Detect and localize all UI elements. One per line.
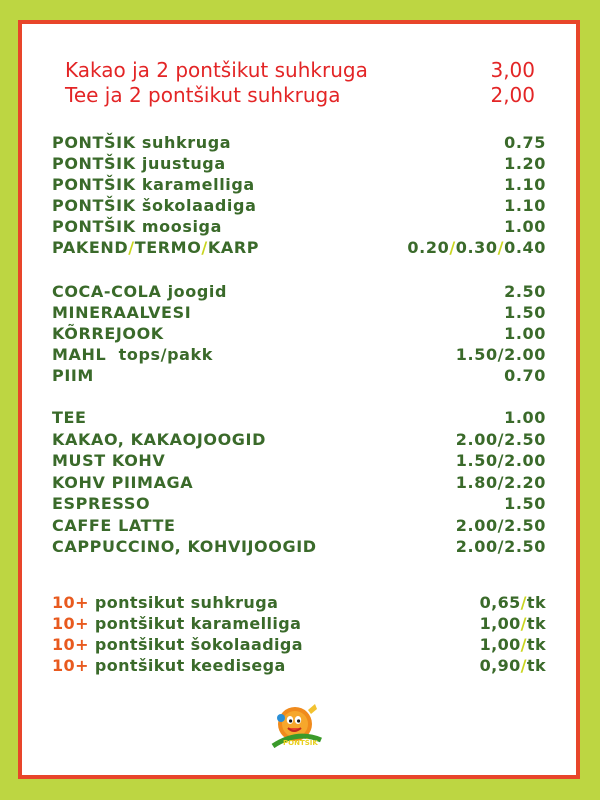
item-price: 1.00 xyxy=(504,323,546,343)
menu-item xyxy=(52,195,546,215)
item-label: TEE xyxy=(52,407,87,427)
menu-item xyxy=(52,472,546,492)
item-price: 1.10 xyxy=(504,174,546,194)
menu-item xyxy=(52,302,546,322)
bulk-offer xyxy=(52,634,546,654)
item-label: CAPPUCCINO, KOHVIJOOGID xyxy=(52,536,317,556)
item-price: 1.00 xyxy=(504,407,546,427)
packaging-label: PAKEND/TERMO/KARP xyxy=(52,237,260,257)
bulk-price: 0,90/tk xyxy=(479,655,546,675)
item-price: 2.00/2.50 xyxy=(455,536,546,556)
bulk-label: 10+ pontšikut karamelliga xyxy=(52,613,302,633)
item-label: MINERAALVESI xyxy=(52,302,192,322)
item-price: 2.00/2.50 xyxy=(455,515,546,535)
item-label: KOHV PIIMAGA xyxy=(52,472,194,492)
menu-item xyxy=(52,365,546,385)
bulk-offer xyxy=(52,655,546,675)
bulk-price: 1,00/tk xyxy=(479,613,546,633)
donut-mascot-logo xyxy=(271,700,323,748)
item-price: 1.80/2.20 xyxy=(455,472,546,492)
promo-label: Kakao ja 2 pontšikut suhkruga xyxy=(65,58,368,82)
item-price: 1.20 xyxy=(504,153,546,173)
promo-row xyxy=(65,83,535,107)
menu-item xyxy=(52,323,546,343)
menu-item xyxy=(52,515,546,535)
promo-price: 3,00 xyxy=(490,58,535,82)
menu-item xyxy=(52,407,546,427)
bulk-price: 0,65/tk xyxy=(479,592,546,612)
promo-price: 2,00 xyxy=(490,83,535,107)
item-price: 1.50 xyxy=(504,302,546,322)
bulk-label: 10+ pontsikut suhkruga xyxy=(52,592,279,612)
item-price: 2.00/2.50 xyxy=(455,429,546,449)
item-price: 0.70 xyxy=(504,365,546,385)
promo-label: Tee ja 2 pontšikut suhkruga xyxy=(65,83,341,107)
menu-item xyxy=(52,344,546,364)
item-label: PONTŠIK juustuga xyxy=(52,153,226,173)
menu-item xyxy=(52,132,546,152)
item-label: KÕRREJOOK xyxy=(52,323,164,343)
item-label: KAKAO, KAKAOJOOGID xyxy=(52,429,266,449)
bulk-label: 10+ pontšikut keedisega xyxy=(52,655,286,675)
menu-item xyxy=(52,429,546,449)
logo-text: PONTŠIK xyxy=(283,739,318,747)
item-label: PIIM xyxy=(52,365,94,385)
item-label: PONTŠIK šokolaadiga xyxy=(52,195,257,215)
item-price: 1.00 xyxy=(504,216,546,236)
bulk-price: 1,00/tk xyxy=(479,634,546,654)
item-price: 1.10 xyxy=(504,195,546,215)
bulk-offer xyxy=(52,592,546,612)
menu-item xyxy=(52,536,546,556)
item-price: 2.50 xyxy=(504,281,546,301)
menu-item xyxy=(52,281,546,301)
menu-item-packaging xyxy=(52,237,546,257)
promo-row xyxy=(65,58,535,82)
item-label: CAFFE LATTE xyxy=(52,515,176,535)
item-label: COCA-COLA joogid xyxy=(52,281,228,301)
menu-item xyxy=(52,216,546,236)
menu-item xyxy=(52,450,546,470)
bulk-offer xyxy=(52,613,546,633)
item-label: MAHL tops/pakk xyxy=(52,344,214,364)
menu-item xyxy=(52,493,546,513)
bulk-label: 10+ pontšikut šokolaadiga xyxy=(52,634,303,654)
item-label: PONTŠIK karamelliga xyxy=(52,174,255,194)
item-price: 0.75 xyxy=(504,132,546,152)
item-label: ESPRESSO xyxy=(52,493,151,513)
item-price: 1.50 xyxy=(504,493,546,513)
item-price: 1.50/2.00 xyxy=(455,450,546,470)
item-price: 1.50/2.00 xyxy=(455,344,546,364)
menu-item xyxy=(52,174,546,194)
item-label: PONTŠIK suhkruga xyxy=(52,132,232,152)
item-label: PONTŠIK moosiga xyxy=(52,216,222,236)
packaging-price: 0.20/0.30/0.40 xyxy=(407,237,546,257)
menu-item xyxy=(52,153,546,173)
item-label: MUST KOHV xyxy=(52,450,166,470)
donut-mascot-icon xyxy=(271,700,323,748)
